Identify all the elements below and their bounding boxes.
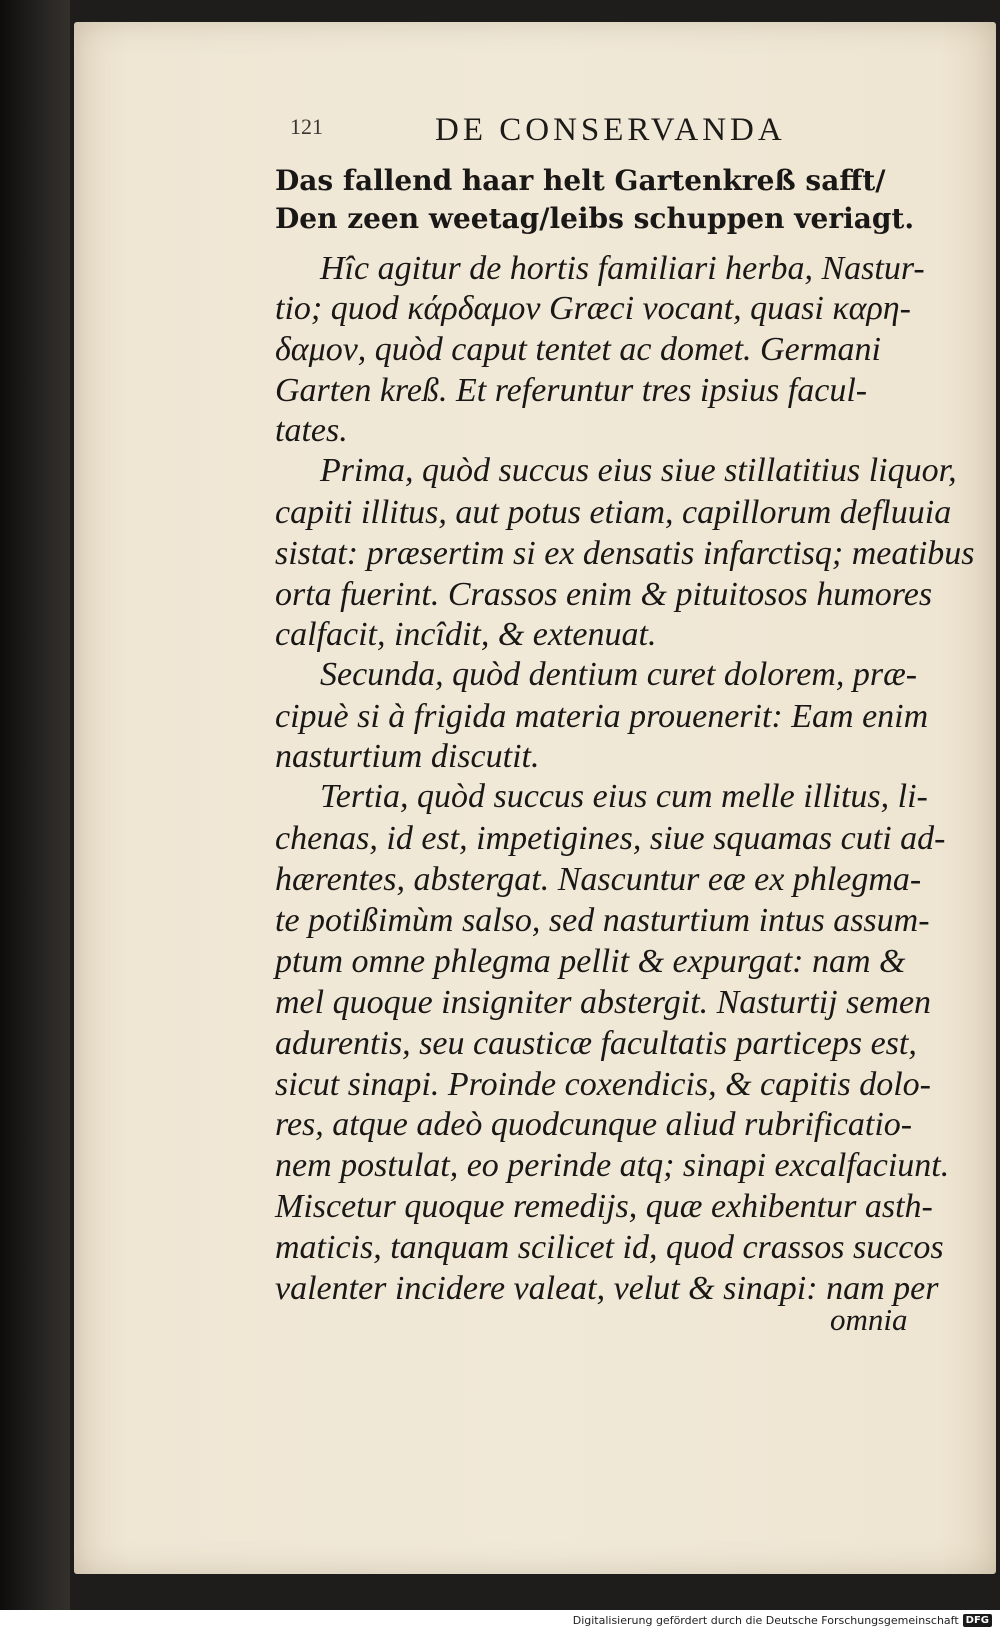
footer-credit-text: Digitalisierung gefördert durch die Deutsche Forschungsgemeinschaft: [572, 1614, 959, 1627]
text-line: Garten kreß. Et referuntur tres ipsius facul-: [275, 372, 868, 409]
text-line: hærentes, abstergat. Nascuntur eæ ex phlegma-: [275, 861, 922, 898]
text-line: mel quoque insigniter abstergit. Nasturtij semen: [275, 984, 932, 1021]
text-line: tates.: [275, 412, 348, 449]
catchword: omnia: [830, 1302, 908, 1337]
text-line: δαμον, quòd caput tentet ac domet. Germani: [275, 331, 881, 368]
text-line: valenter incidere valeat, velut & sinapi: nam per: [275, 1270, 939, 1307]
dfg-logo: DFG: [963, 1614, 992, 1627]
text-line: maticis, tanquam scilicet id, quod crassos succos: [275, 1229, 944, 1266]
running-title: DE CONSERVANDA: [435, 112, 786, 148]
text-line: Prima, quòd succus eius siue stillatitius liquor,: [320, 452, 957, 489]
text-line: tio; quod κάρδαμον Græci vocant, quasi καρη-: [275, 290, 911, 327]
text-line: cipuè si à frigida materia prouenerit: Eam enim: [275, 698, 929, 735]
text-line: Miscetur quoque remedijs, quæ exhibentur asth-: [275, 1188, 933, 1225]
text-line: capiti illitus, aut potus etiam, capillorum defluuia: [275, 494, 952, 531]
text-line: Tertia, quòd succus eius cum melle illitus, li-: [320, 778, 928, 815]
book-spine: [0, 0, 70, 1610]
text-line: chenas, id est, impetigines, siue squamas cuti ad-: [275, 820, 946, 857]
text-line: sicut sinapi. Proinde coxendicis, & capitis dolo-: [275, 1066, 931, 1103]
text-line: Secunda, quòd dentium curet dolorem, præ-: [320, 656, 918, 693]
text-line: Das fallend haar helt Gartenkreß safft/: [275, 164, 886, 197]
text-line: calfacit, incîdit, & extenuat.: [275, 616, 657, 653]
text-line: res, atque adeò quodcunque aliud rubrificatio-: [275, 1106, 913, 1143]
footer-credit: [573, 1614, 992, 1627]
text-line: te potißimùm salso, sed nasturtium intus assum-: [275, 902, 930, 939]
text-line: Den zeen weetag/leibs schuppen veriagt.: [275, 202, 915, 235]
text-line: Hîc agitur de hortis familiari herba, Nastur-: [320, 250, 925, 287]
page-number: 121: [290, 114, 323, 139]
text-line: nem postulat, eo perinde atq; sinapi excalfaciunt.: [275, 1147, 950, 1184]
text-line: adurentis, seu causticæ facultatis particeps est,: [275, 1025, 917, 1062]
page-header: [290, 112, 870, 152]
text-line: ptum omne phlegma pellit & expurgat: nam &: [275, 943, 906, 980]
text-line: sistat: præsertim si ex densatis infarctisq; meatibus: [275, 535, 975, 572]
text-line: nasturtium discutit.: [275, 738, 540, 775]
text-line: orta fuerint. Crassos enim & pituitosos humores: [275, 576, 933, 613]
